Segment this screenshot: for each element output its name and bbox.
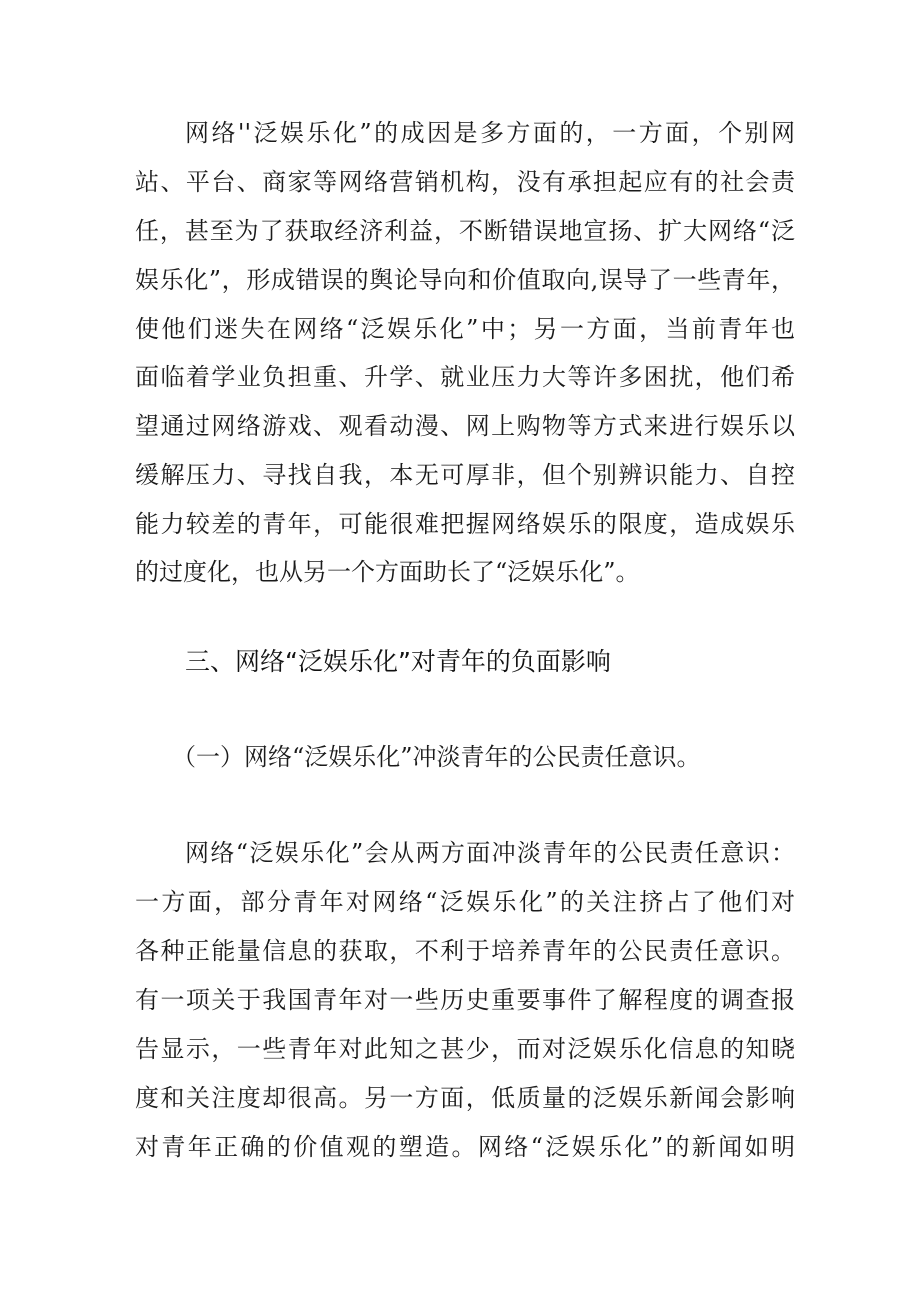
paragraph-1-line: 望通过网络游戏、观看动漫、网上购物等方式来进行娱乐以 bbox=[135, 412, 795, 440]
paragraph-2-line: 各种正能量信息的获取，不利于培养青年的公民责任意识。 bbox=[135, 937, 795, 965]
paragraph-1-line: 网络''泛娱乐化”的成因是多方面的，一方面，个别网 bbox=[185, 119, 795, 147]
paragraph-2-line: 一方面，部分青年对网络“泛娱乐化”的关注挤占了他们对 bbox=[135, 888, 795, 916]
paragraph-1-line: 的过度化，也从另一个方面助长了“泛娱乐化”。 bbox=[135, 558, 640, 586]
paragraph-2-line: 告显示，一些青年对此知之甚少，而对泛娱乐化信息的知晓 bbox=[135, 1035, 795, 1063]
subsection-heading: （一）网络“泛娱乐化”冲淡青年的公民责任意识。 bbox=[172, 743, 701, 771]
paragraph-2-line: 对青年正确的价值观的塑造。网络“泛娱乐化”的新闻如明 bbox=[135, 1133, 795, 1161]
paragraph-2-line: 度和关注度却很高。另一方面，低质量的泛娱乐新闻会影响 bbox=[135, 1084, 795, 1112]
paragraph-1-line: 任，甚至为了获取经济利益，不断错误地宣扬、扩大网络“泛 bbox=[135, 217, 795, 245]
paragraph-1-line: 缓解压力、寻找自我，本无可厚非，但个别辨识能力、自控 bbox=[135, 461, 795, 489]
paragraph-1-line: 娱乐化”，形成错误的舆论导向和价值取向,误导了一些青年， bbox=[135, 266, 795, 294]
section-heading: 三、网络“泛娱乐化”对青年的负面影响 bbox=[185, 647, 611, 676]
paragraph-1-line: 能力较差的青年，可能很难把握网络娱乐的限度，造成娱乐 bbox=[135, 510, 795, 538]
paragraph-1-line: 站、平台、商家等网络营销机构，没有承担起应有的社会责 bbox=[135, 168, 795, 196]
paragraph-2-line: 有一项关于我国青年对一些历史重要事件了解程度的调查报 bbox=[135, 986, 795, 1014]
paragraph-1-line: 面临着学业负担重、升学、就业压力大等许多困扰，他们希 bbox=[135, 363, 795, 391]
paragraph-1-line: 使他们迷失在网络“泛娱乐化”中；另一方面，当前青年也 bbox=[135, 315, 795, 343]
paragraph-2-line: 网络“泛娱乐化”会从两方面冲淡青年的公民责任意识： bbox=[185, 839, 795, 867]
